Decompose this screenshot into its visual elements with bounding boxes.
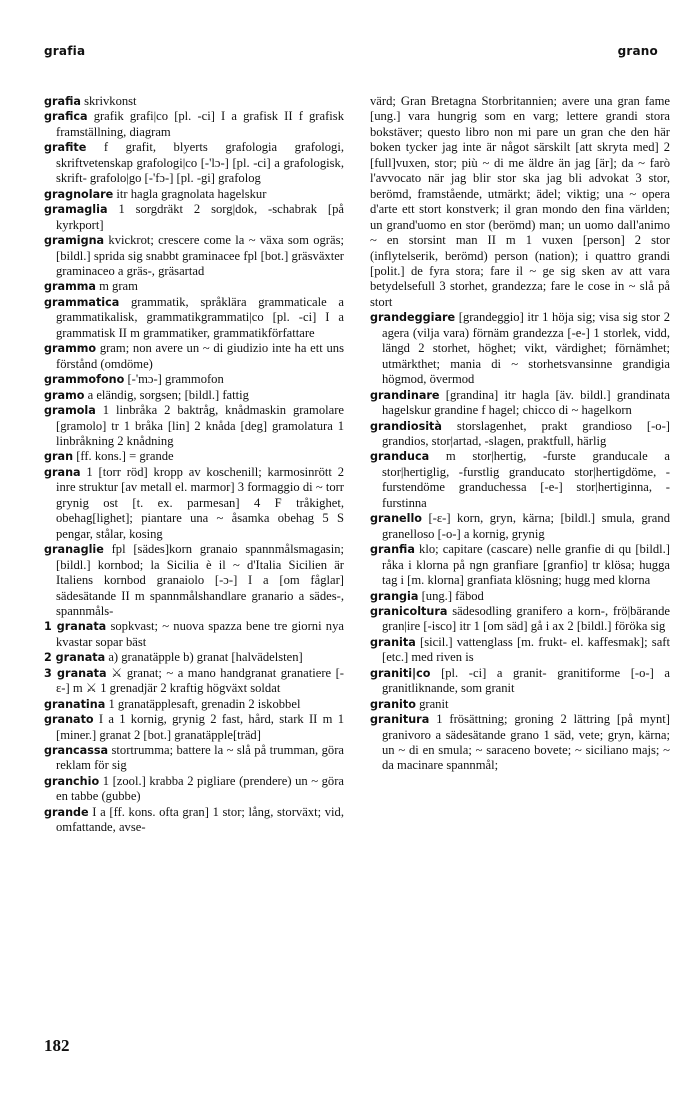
headword: graniti|co bbox=[370, 666, 431, 680]
definition: [sicil.] vattenglass [m. frukt- el. kaffesmak]; saft [etc.] med riven is bbox=[382, 634, 670, 665]
definition: I a [ff. kons. ofta gran] 1 stor; lång, storväxt; vid, omfattande, avse- bbox=[56, 804, 344, 835]
headword: grandinare bbox=[370, 388, 440, 402]
headword: granaglie bbox=[44, 543, 104, 557]
headword: granita bbox=[370, 635, 416, 649]
dictionary-entry bbox=[44, 202, 344, 233]
dictionary-entry bbox=[370, 310, 670, 387]
headword: grafica bbox=[44, 110, 88, 124]
dictionary-entry bbox=[44, 388, 344, 403]
headword: granduca bbox=[370, 450, 430, 464]
headword: gramo bbox=[44, 388, 85, 402]
dictionary-entry bbox=[44, 619, 344, 650]
definition: [ung.] fäbod bbox=[421, 588, 484, 603]
dictionary-entry bbox=[370, 388, 670, 419]
dictionary-entry bbox=[44, 187, 344, 202]
headword: granchio bbox=[44, 774, 100, 788]
headword: gramola bbox=[44, 404, 96, 418]
definition: f grafit, blyerts grafologia grafologi, skriftvetenskap grafologi|co [-'lɔ-] [pl. -ci] a grafologisk, skrift- grafolo|go [-'fɔ-] [pl. -gi] grafolog bbox=[56, 140, 344, 186]
definition: grafik grafi|co [pl. -ci] I a grafisk II f grafisk framställning, diagram bbox=[56, 109, 344, 139]
definition: 1 frösättning; groning 2 lättring [på mynt] granivoro a sädesätande grano 1 säd, vete; gryn, kärna; un ~ di en smula; ~ saraceno bovete; ~ siciliano majs; ~ da macinare spannmål; bbox=[382, 712, 670, 773]
dictionary-entry bbox=[370, 449, 670, 511]
headword: gramigna bbox=[44, 234, 105, 248]
dictionary-entry bbox=[44, 666, 344, 697]
definition: klo; capitare (cascare) nelle granfie di qu [bildl.] råka i klorna på ngn granfiare [granfio] tr klösa; hugga tag i [m. klorna] granfiata klösning; hugg med klorna bbox=[382, 542, 670, 588]
definition: ⚔ granat; ~ a mano handgranat granatiere [-ɛ-] m ⚔ 1 grenadjär 2 kraftig högväxt soldat bbox=[56, 665, 345, 696]
definition: 1 granatäpplesaft, grenadin 2 iskobbel bbox=[108, 696, 301, 711]
headword: gran bbox=[44, 450, 74, 464]
dictionary-entry bbox=[44, 774, 344, 805]
headword: grammofono bbox=[44, 373, 125, 387]
definition: sopkvast; ~ nuova spazza bene tre giorni nya kvastar sopar bäst bbox=[56, 619, 344, 649]
dictionary-entry bbox=[44, 233, 344, 279]
headword: granfia bbox=[370, 543, 415, 557]
headword: granito bbox=[370, 697, 416, 711]
dictionary-entry bbox=[44, 94, 344, 109]
headword: granatina bbox=[44, 697, 106, 711]
definition: fpl [sädes]korn granaio spannmålsmagasin; [bildl.] kornbod; la Sicilia è il ~ d'Italia Sicilien är Italiens kornbod granaiolo [-ɔ-] I a [om fåglar] sädesätande II m spannmålshandlare granario a sädes-, spannmåls- bbox=[56, 542, 344, 618]
headword: granello bbox=[370, 512, 422, 526]
definition: kvickrot; crescere come la ~ växa som ogräs; [bildl.] sprida sig snabbt graminacee fpl [bot.] gräsväxter graminaceo a gräs-, gräsartad bbox=[56, 233, 344, 278]
headword: grancassa bbox=[44, 744, 109, 758]
headword: grandeggiare bbox=[370, 311, 456, 325]
dictionary-entry bbox=[370, 635, 670, 666]
dictionary-entry bbox=[370, 542, 670, 588]
dictionary-entry bbox=[370, 666, 670, 697]
guide-word-left: grafia bbox=[44, 44, 86, 58]
definition: 1 [zool.] krabba 2 pigliare (prendere) un ~ göra en tabbe (gubbe) bbox=[56, 773, 344, 804]
page-number: 182 bbox=[44, 1036, 70, 1055]
dictionary-entry bbox=[44, 449, 344, 464]
dictionary-entry bbox=[44, 372, 344, 387]
dictionary-entry bbox=[44, 650, 344, 665]
definition: stortrumma; battere la ~ slå på trumman, göra reklam för sig bbox=[56, 743, 344, 773]
headword: granato bbox=[44, 713, 94, 727]
dictionary-entry bbox=[44, 542, 344, 619]
headword: grandiosità bbox=[370, 419, 442, 433]
headword: granicoltura bbox=[370, 604, 448, 618]
headword: 2 granata bbox=[44, 651, 106, 665]
headword: grammo bbox=[44, 342, 97, 356]
dictionary-entry bbox=[44, 403, 344, 449]
dictionary-entry bbox=[44, 295, 344, 341]
dictionary-entry bbox=[44, 743, 344, 774]
definition: a) granatäpple b) granat [halvädelsten] bbox=[108, 650, 303, 665]
headword: 1 granata bbox=[44, 620, 107, 634]
headword: grande bbox=[44, 805, 89, 819]
dictionary-entry-continued bbox=[370, 94, 670, 310]
definition: gram; non avere un ~ di giudizio inte ha ett uns förstånd (omdöme) bbox=[56, 341, 344, 371]
definition: grammatik, språklära grammaticale a grammatikalisk, grammatikgrammati|co [pl. -ci] I a grammatisk II m grammatiker, grammatikförfattare bbox=[56, 294, 345, 340]
headword: 3 granata bbox=[44, 666, 107, 680]
definition: m stor|hertig, -furste granducale a stor|hertiglig, -furstlig granducato stor|hertigdöme, -furstendöme granduchessa [-e-] stor|hertiginna, -furstinna bbox=[382, 449, 670, 510]
headword: granitura bbox=[370, 713, 430, 727]
definition: [grandeggio] itr 1 höja sig; visa sig stor 2 agera (vilja vara) förnäm grandezza [-e-] 1 storlek, vidd, längd 2 storhet, höghet; vikt, värdighet; förnämhet; utmärkthet; mania di ~ storhetsvansinne grandigia högmod, övermod bbox=[382, 310, 670, 387]
definition: [-'mɔ-] grammofon bbox=[127, 372, 224, 387]
dictionary-entry bbox=[370, 589, 670, 604]
definition: [ff. kons.] = grande bbox=[76, 449, 174, 464]
definition: m gram bbox=[99, 279, 138, 294]
definition: [grandina] itr hagla [äv. bildl.] grandinata hagelskur grandine f hagel; chicco di ~ hagelkorn bbox=[382, 387, 670, 418]
definition: granit bbox=[419, 696, 449, 711]
dictionary-entry bbox=[44, 805, 344, 836]
dictionary-entry bbox=[44, 465, 344, 542]
dictionary-entry bbox=[370, 697, 670, 712]
headword: grangia bbox=[370, 589, 419, 603]
definition: skrivkonst bbox=[84, 94, 137, 108]
dictionary-entry bbox=[44, 140, 344, 186]
headword: grana bbox=[44, 465, 81, 479]
dictionary-entry bbox=[44, 697, 344, 712]
dictionary-entry bbox=[44, 341, 344, 372]
definition: 1 linbråka 2 baktråg, knådmaskin gramolare [gramolo] tr 1 bråka [lin] 2 knåda [deg] gramolatura 1 linbråkning 2 knådning bbox=[56, 403, 344, 448]
definition: itr hagla gragnolata hagelskur bbox=[116, 186, 267, 201]
definition: [-ɛ-] korn, gryn, kärna; [bildl.] smula, grand granelloso [-o-] a kornig, grynig bbox=[382, 511, 670, 541]
definition: [pl. -ci] a granit- granitiforme [-o-] a granitliknande, som granit bbox=[382, 665, 670, 696]
dictionary-entry bbox=[370, 511, 670, 542]
dictionary-entry bbox=[370, 712, 670, 774]
headword: gragnolare bbox=[44, 187, 114, 201]
definition: 1 sorgdräkt 2 sorg|dok, -schabrak [på kyrkport] bbox=[56, 202, 344, 232]
definition: 1 [torr röd] kropp av koschenill; karmosinrött 2 inre struktur [av metall el. marmor] 3 formaggio di ~ torr grynig ost [t. ex. parmesan] 4 F tråkighet, obehag[lighet]; piantare una ~ åsamka obehag 5 S pengar, stålar, kosing bbox=[56, 464, 344, 541]
left-column bbox=[44, 94, 344, 836]
headword: grammatica bbox=[44, 295, 120, 309]
headword: grafia bbox=[44, 95, 81, 108]
definition: sädesodling granifero a korn-, frö|bärande gran|ire [-isco] itr 1 [om säd] gå i ax 2 [bildl.] föröka sig bbox=[382, 603, 670, 634]
dictionary-entry bbox=[44, 109, 344, 140]
dictionary-entry bbox=[44, 279, 344, 294]
headword: gramaglia bbox=[44, 203, 108, 217]
guide-word-right: grano bbox=[617, 44, 658, 58]
definition: I a 1 kornig, grynig 2 fast, hård, stark II m 1 [miner.] granat 2 [bot.] granatäpple[träd] bbox=[56, 712, 344, 742]
right-column bbox=[370, 94, 670, 774]
dictionary-entry bbox=[370, 419, 670, 450]
definition: storslagenhet, prakt grandioso [-o-] grandios, stor|artad, -slagen, praktfull, härlig bbox=[382, 418, 670, 448]
definition: a eländig, sorgsen; [bildl.] fattig bbox=[87, 387, 249, 402]
dictionary-entry bbox=[44, 712, 344, 743]
dictionary-entry bbox=[370, 604, 670, 635]
headword: gramma bbox=[44, 280, 96, 294]
headword: grafite bbox=[44, 141, 87, 155]
definition: värd; Gran Bretagna Storbritannien; avere una gran fame [ung.] vara hungrig som en varg; lettere grandi stora bokstäver; questo libro non mi pare un gran che den här boken tycker jag inte är något särskilt [att skryta med] 2 [full]vuxen, stor; più ~ di me äldre än jag [är]; da ~ farò l'avvocato när jag blir stor ska jag bli advokat 3 stor, berömd, framstående, utmärkt; ädel; viktig; una ~ opera d'arte ett stort konstverk; il gran mondo den fina världen; un grand'uomo en stor (berömd) man; un uomo dall'animo ~ en storsint man II m 1 vuxen [person] 2 stor (inflytelserik, berömd) person (nation); i quattro grandi [polit.] de fyra stora; fare il ~ ge sig sken av att vara betydelsefull 3 storhet, grandezza; fare le cose in ~ slå på stort bbox=[370, 94, 670, 309]
